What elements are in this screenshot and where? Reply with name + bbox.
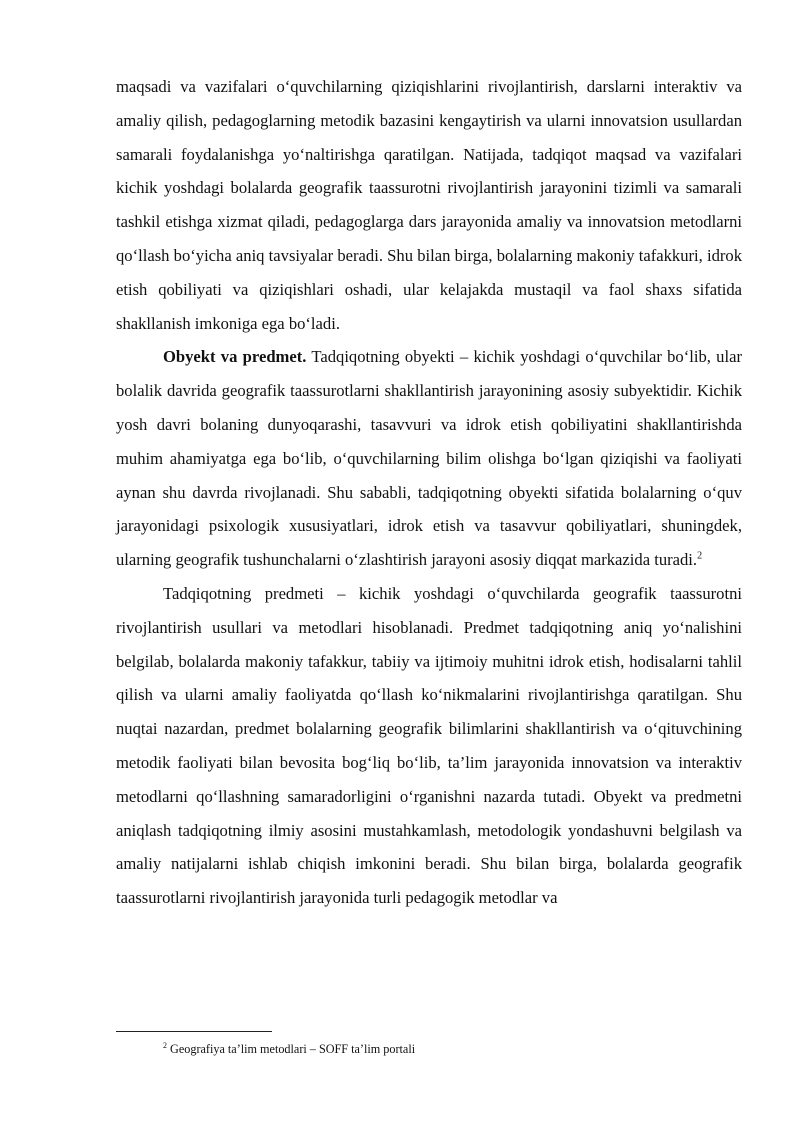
footnote-text: Geografiya ta’lim metodlari – SOFF ta’lim portali [170, 1042, 416, 1056]
footnote-reference[interactable]: 2 [697, 550, 703, 562]
paragraph-goals: maqsadi va vazifalari o‘quvchilarning qiziqishlarini rivojlantirish, darslarni interaktiv va amaliy qilish, pedagoglarning metodik bazasini kengaytirish va ularni innovatsion usullardan samarali foydalanishga yo‘naltirishga qaratilgan. Natijada, tadqiqot maqsad va vazifalari kichik yoshdagi bolalarda geografik taassurotni rivojlantirish jarayonini tizimli va samarali tashkil etishga xizmat qiladi, pedagoglarga dars jarayonida amaliy va innovatsion metodlarni qo‘llash bo‘yicha aniq tavsiyalar beradi. Shu bilan birga, bolalarning makoniy tafakkuri, idrok etish qobiliyati va qiziqishlari oshadi, ular kelajakda mustaqil va faol shaxs sifatida shakllanish imkoniga ega bo‘ladi. [116, 77, 742, 333]
footnote [163, 1041, 415, 1057]
footnote-number: 2 [163, 1040, 167, 1050]
page-body [116, 70, 742, 915]
section-heading-object-subject: Obyekt va predmet. [163, 347, 307, 367]
paragraph-object-text: Tadqiqotning obyekti – kichik yoshdagi o‘quvchilar bo‘lib, ular bolalik davrida geografik taassurotlarni shakllantirish jarayonining asosiy subyektidir. Kichik yosh davri bolaning dunyoqarashi, tasavvuri va idrok etish qobiliyatini shakllantirishda muhim ahamiyatga ega bo‘lib, o‘quvchilarning bilim olishga bo‘lgan qiziqishi va faoliyati aynan shu davrda rivojlanadi. Shu sababli, tadqiqotning obyekti sifatida bolalarning o‘quv jarayonidagi psixologik xususiyatlari, idrok etish va tasavvur qobiliyatlari, shuningdek, ularning geografik tushunchalarni o‘zlashtirish jarayoni asosiy diqqat markazida turadi. [116, 347, 742, 570]
footnote-divider [116, 1031, 272, 1032]
paragraph-subject: Tadqiqotning predmeti – kichik yoshdagi o‘quvchilarda geografik taassurotni rivojlantirish usullari va metodlari hisoblanadi. Predmet tadqiqotning aniq yo‘nalishini belgilab, bolalarda makoniy tafakkur, tabiiy va ijtimoiy muhitni idrok etish, hodisalarni tahlil qilish va ularni amaliy faoliyatda qo‘llash ko‘nikmalarini rivojlantirishga qaratilgan. Shu nuqtai nazardan, predmet bolalarning geografik bilimlarini shakllantirish va o‘qituvchining metodik faoliyati bilan bevosita bog‘liq bo‘lib, ta’lim jarayonida innovatsion va interaktiv metodlarni qo‘llashning samaradorligini o‘rganishni nazarda tutadi. Obyekt va predmetni aniqlash tadqiqotning ilmiy asosini mustahkamlash, metodologik yondashuvni belgilash va amaliy natijalarni ishlab chiqish imkonini beradi. Shu bilan birga, bolalarda geografik taassurotlarni rivojlantirish jarayonida turli pedagogik metodlar va [116, 583, 742, 908]
paragraph-object [116, 340, 742, 577]
